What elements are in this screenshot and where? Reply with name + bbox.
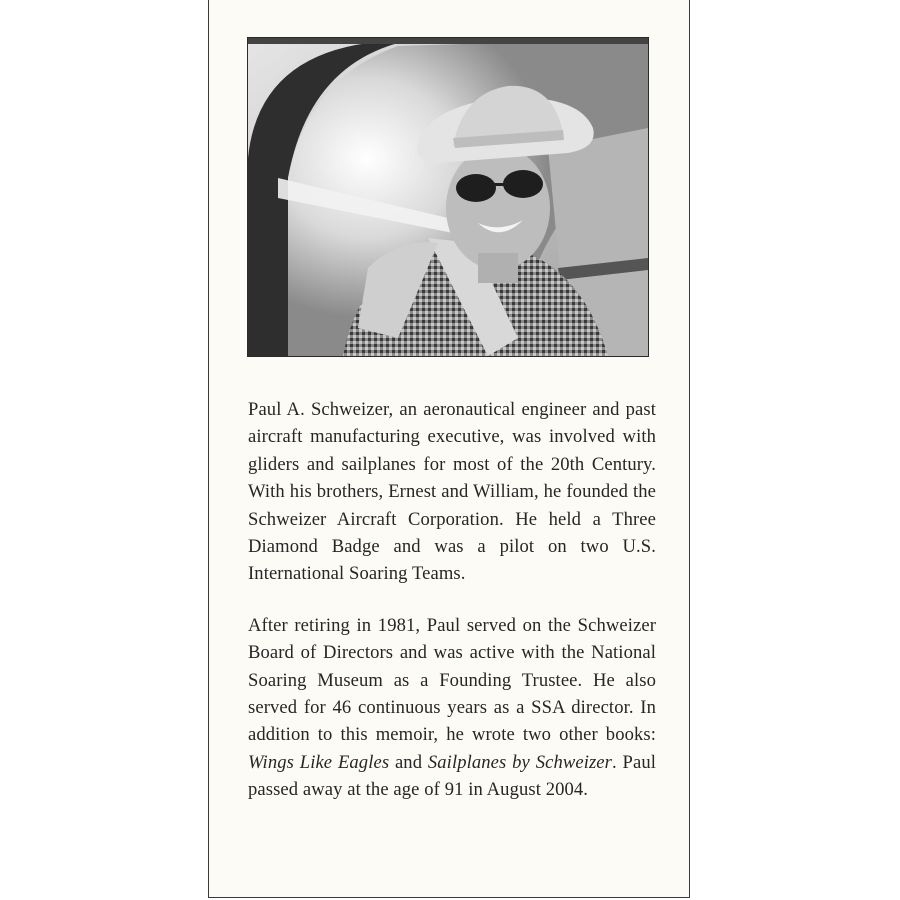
book-title-sailplanes-by-schweizer: Sailplanes by Schweizer: [427, 751, 612, 773]
bio-p2-text-1: After retiring in 1981, Paul served on the Schweizer Board of Directors and was active with the National Soaring Museum as a Founding Trustee. He also served for 46 continuous years as a SSA director. In addition to this memoir, he wrote two other books:: [248, 614, 656, 746]
bio-p2-and: and: [389, 751, 428, 773]
book-back-page: [208, 0, 690, 898]
author-photo: [247, 37, 649, 357]
bio-paragraph-1: Paul A. Schweizer, an aeronautical engineer and past aircraft manufacturing executive, was involved with gliders and sailplanes for most of the 20th Century. With his brothers, Ernest and William, he founded the Schweizer Aircraft Corporation. He held a Three Diamond Badge and was a pilot on two U.S. International Soaring Teams.: [248, 399, 656, 585]
book-title-wings-like-eagles: Wings Like Eagles: [248, 751, 390, 773]
bio-p2-text-2: . Paul passed away at the age of 91 in August 2004.: [248, 751, 656, 801]
bio-paragraph-2: [248, 612, 656, 804]
author-bio: [248, 396, 656, 828]
